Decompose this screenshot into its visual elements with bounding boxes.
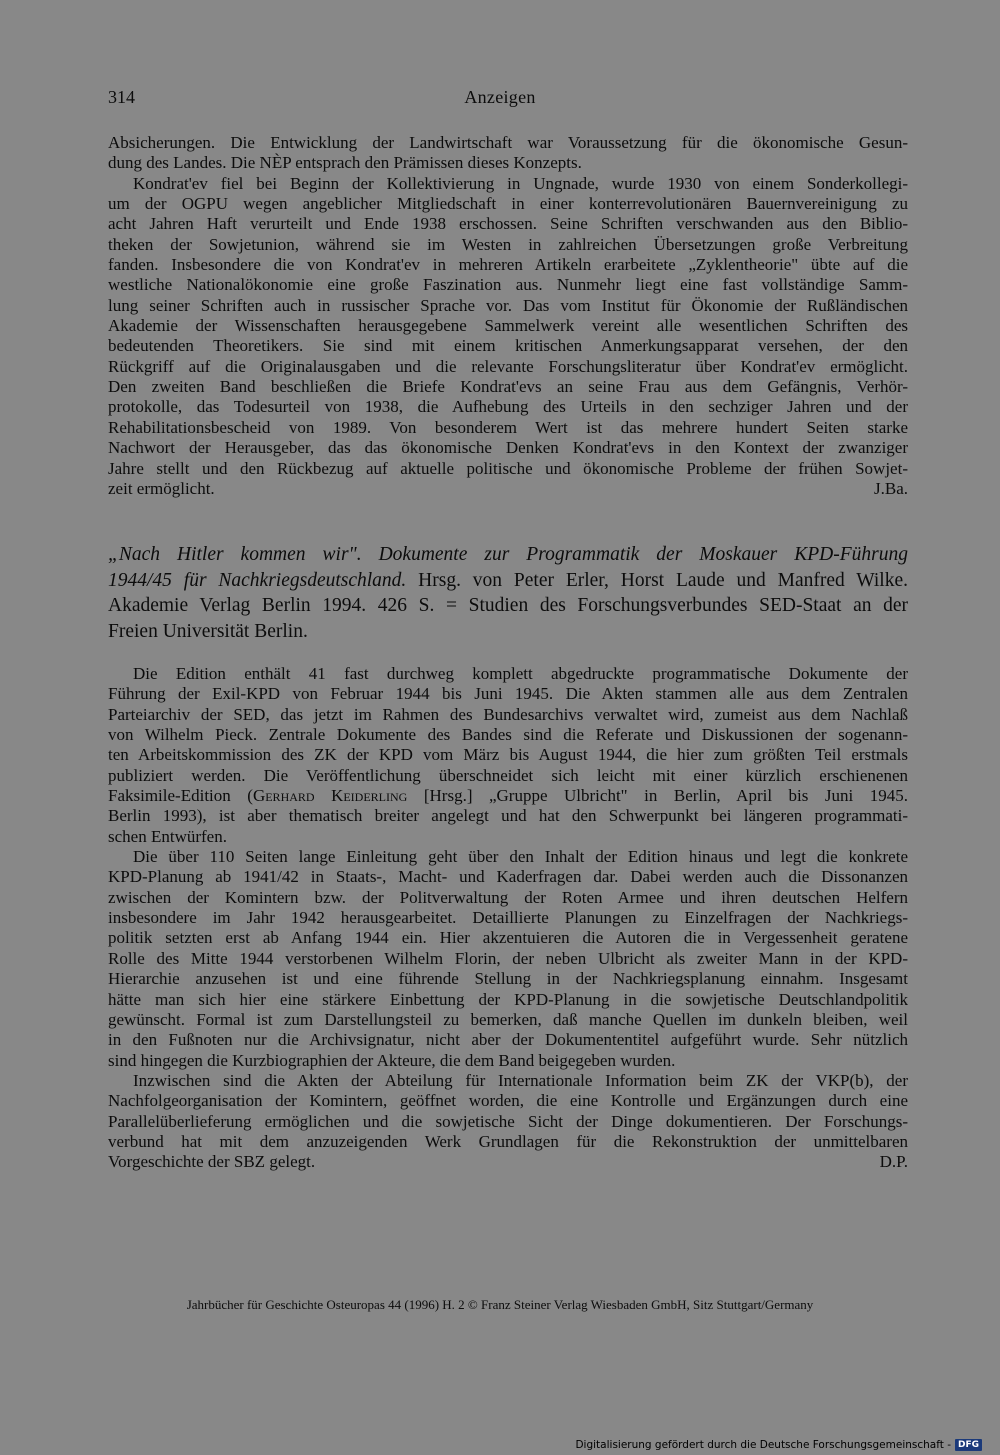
book-title-block (108, 542, 908, 644)
text-line: ten Arbeitskommission des ZK der KPD vom März bis August 1944, die hier zum größten Teil erstmals (108, 745, 908, 765)
digitization-credit (575, 1439, 982, 1451)
text-line: Nachfolgeorganisation der Komintern, geöffnet worden, die eine Kontrolle und Ergänzungen durch eine (108, 1091, 908, 1111)
text-line: publiziert werden. Die Veröffentlichung überschneidet sich leicht mit einer kürzlich erschienenen (108, 765, 908, 785)
text-line: hätte man sich hier eine stärkere Einbettung der KPD-Planung in die sowjetische Deutschlandpolitik (108, 989, 908, 1009)
book-title: 1944/45 für Nachkriegsdeutschland. (108, 569, 407, 591)
text-line: Die Edition enthält 41 fast durchweg komplett abgedruckte programmatische Dokumente der (133, 664, 908, 683)
text-line: Vorgeschichte der SBZ gelegt. (108, 1152, 316, 1172)
book-title: „Nach Hitler kommen wir". Dokumente zur Programmatik der Moskauer KPD-Führung (108, 544, 908, 565)
title-line (108, 619, 908, 645)
closing-line (108, 1152, 908, 1172)
text-line: von Wilhelm Pieck. Zentrale Dokumente des Bandes sind die Referate und Diskussionen der sogenann- (108, 725, 908, 745)
text-line: schen Entwürfen. (108, 826, 227, 846)
text-line: acht Jahren Haft verurteilt und Ende 1938 erschossen. Seine Schriften verschwanden aus den Biblio- (108, 214, 908, 234)
cited-author: Gerhard Keiderling (252, 786, 408, 806)
text-line: insbesondere im Jahr 1942 herausgearbeitet. Detaillierte Planungen zu Einzelfragen der Nachkriegs- (108, 908, 908, 928)
title-line (108, 568, 908, 594)
page-number: 314 (108, 87, 135, 107)
text-line: westliche Nationalökonomie eine große Faszination aus. Nunmehr liegt eine fast vollständige Samm- (108, 275, 908, 295)
text-line: protokolle, das Todesurteil von 1938, die Aufhebung des Urteils in den sechziger Jahren und der (108, 397, 908, 417)
running-title: Anzeigen (464, 87, 536, 107)
digitization-text: Digitalisierung gefördert durch die Deutsche Forschungsgemeinschaft - (575, 1439, 951, 1451)
text-fragment: Faksimile-Edition ( (108, 786, 253, 806)
text-line (108, 786, 908, 806)
review-kondratev (108, 133, 908, 499)
review-kpd (108, 664, 908, 1173)
text-line: Rolle des Mitte 1944 verstorbenen Wilhelm Florin, der neben Ulbricht als zweiter Mann in der KPD- (108, 948, 908, 968)
text-line: KPD-Planung ab 1941/42 in Staats-, Macht- und Kaderfragen dar. Dabei werden auch die Dissonanzen (108, 867, 908, 887)
title-line (108, 542, 908, 568)
reviewer-signature: J.Ba. (874, 478, 908, 498)
reviewer-signature: D.P. (879, 1152, 908, 1172)
text-line: bedeutenden Theoretikers. Sie sind mit einem kritischen Anmerkungsapparat versehen, der den (108, 336, 908, 356)
text-line: gewünscht. Formal ist zum Darstellungsteil zu bemerken, daß manche Quellen im dunkeln bleiben, weil (108, 1009, 908, 1029)
text-line: um der OGPU wegen angeblicher Mitgliedschaft in einer konterrevolutionären Bauernvereinigung zu (108, 194, 908, 214)
text-line: theken der Sowjetunion, während sie im Westen in zahlreichen Übersetzungen große Verbreitung (108, 234, 908, 254)
title-line (108, 593, 908, 619)
book-series: Freien Universität Berlin. (108, 620, 308, 642)
text-line: Parallelüberlieferung ermöglichen und die sowjetische Sicht der Dinge dokumentieren. Der Forschungs- (108, 1111, 908, 1131)
text-line: Rehabilitationsbescheid von 1989. Von besonderem Wert ist das mehrere hundert Seiten starke (108, 417, 908, 437)
text-line: Nachwort der Herausgeber, das das ökonomische Denken Kondrat'evs in den Kontext der zwanziger (108, 438, 908, 458)
text-line: lung seiner Schriften auch in russischer Sprache vor. Das vom Institut für Ökonomie der Rußländischen (108, 295, 908, 315)
text-line: dung des Landes. Die NÈP entsprach den Prämissen dieses Konzepts. (108, 153, 582, 173)
text-line: Führung der Exil-KPD von Februar 1944 bis Juni 1945. Die Akten stammen alle aus dem Zentralen (108, 684, 908, 704)
text-line: Den zweiten Band beschließen die Briefe Kondrat'evs an seine Frau aus dem Gefängnis, Verhör- (108, 377, 908, 397)
text-line: zwischen der Komintern bzw. der Politverwaltung der Roten Armee und ihren deutschen Helfern (108, 887, 908, 907)
text-line: zeit ermöglicht. (108, 478, 215, 498)
book-editors: Hrsg. von Peter Erler, Horst Laude und Manfred Wilke. (406, 569, 908, 591)
journal-footer: Jahrbücher für Geschichte Osteuropas 44 (1996) H. 2 © Franz Steiner Verlag Wiesbaden GmbH, Sitz Stuttgart/Germany (186, 1297, 814, 1312)
text-line: Rückgriff auf die Originalausgaben und die relevante Forschungsliteratur über Kondrat'ev ermöglicht. (108, 356, 908, 376)
text-line: Kondrat'ev fiel bei Beginn der Kollektivierung in Ungnade, wurde 1930 von einem Sonderkollegi- (133, 173, 908, 193)
text-line: verbund hat mit dem anzuzeigenden Werk Grundlagen für die Rekonstruktion der unmittelbaren (108, 1131, 908, 1151)
text-line: Parteiarchiv der SED, das jetzt im Rahmen des Bundesarchivs verwaltet wird, zumeist aus dem Nachlaß (108, 704, 908, 724)
closing-line (108, 479, 908, 499)
text-line: Hierarchie anzusehen ist und eine führende Stellung in der Nachkriegsplanung einnahm. Insgesamt (108, 969, 908, 989)
text-line: Absicherungen. Die Entwicklung der Landwirtschaft war Voraussetzung für die ökonomische Gesun- (108, 133, 908, 152)
text-line: fanden. Insbesondere die von Kondrat'ev in mehreren Artikeln erarbeitete „Zyklentheorie" übte auf die (108, 255, 908, 275)
text-line: politik setzten erst ab Anfang 1944 ein. Hier akzentuieren die Autoren die in Vergessenheit geratene (108, 928, 908, 948)
text-line: Berlin 1993), ist aber thematisch breiter angelegt und hat den Schwerpunkt bei längeren programmati- (108, 806, 908, 826)
book-publication: Akademie Verlag Berlin 1994. 426 S. = Studien des Forschungsverbundes SED-Staat an der (108, 595, 908, 616)
text-line: Akademie der Wissenschaften herausgegebene Sammelwerk vereint alle wesentlichen Schriften des (108, 316, 908, 336)
text-line: Jahre stellt und den Rückbezug auf aktuelle politische und ökonomische Probleme der frühen Sowjet- (108, 458, 908, 478)
text-line: Die über 110 Seiten lange Einleitung geht über den Inhalt der Edition hinaus und legt die konkrete (133, 847, 908, 867)
text-line: Inzwischen sind die Akten der Abteilung für Internationale Information beim ZK der VKP(b), der (133, 1070, 908, 1090)
text-fragment: [Hrsg.] „Gruppe Ulbricht" in Berlin, April bis Juni 1945. (407, 786, 909, 806)
text-line: sind hingegen die Kurzbiographien der Akteure, die dem Band beigegeben wurden. (108, 1050, 676, 1070)
text-line: in den Fußnoten nur die Archivsignatur, nicht aber der Dokumententitel aufgeführt wurde. Sehr nützlich (108, 1030, 908, 1050)
dfg-logo: DFG (955, 1439, 982, 1451)
